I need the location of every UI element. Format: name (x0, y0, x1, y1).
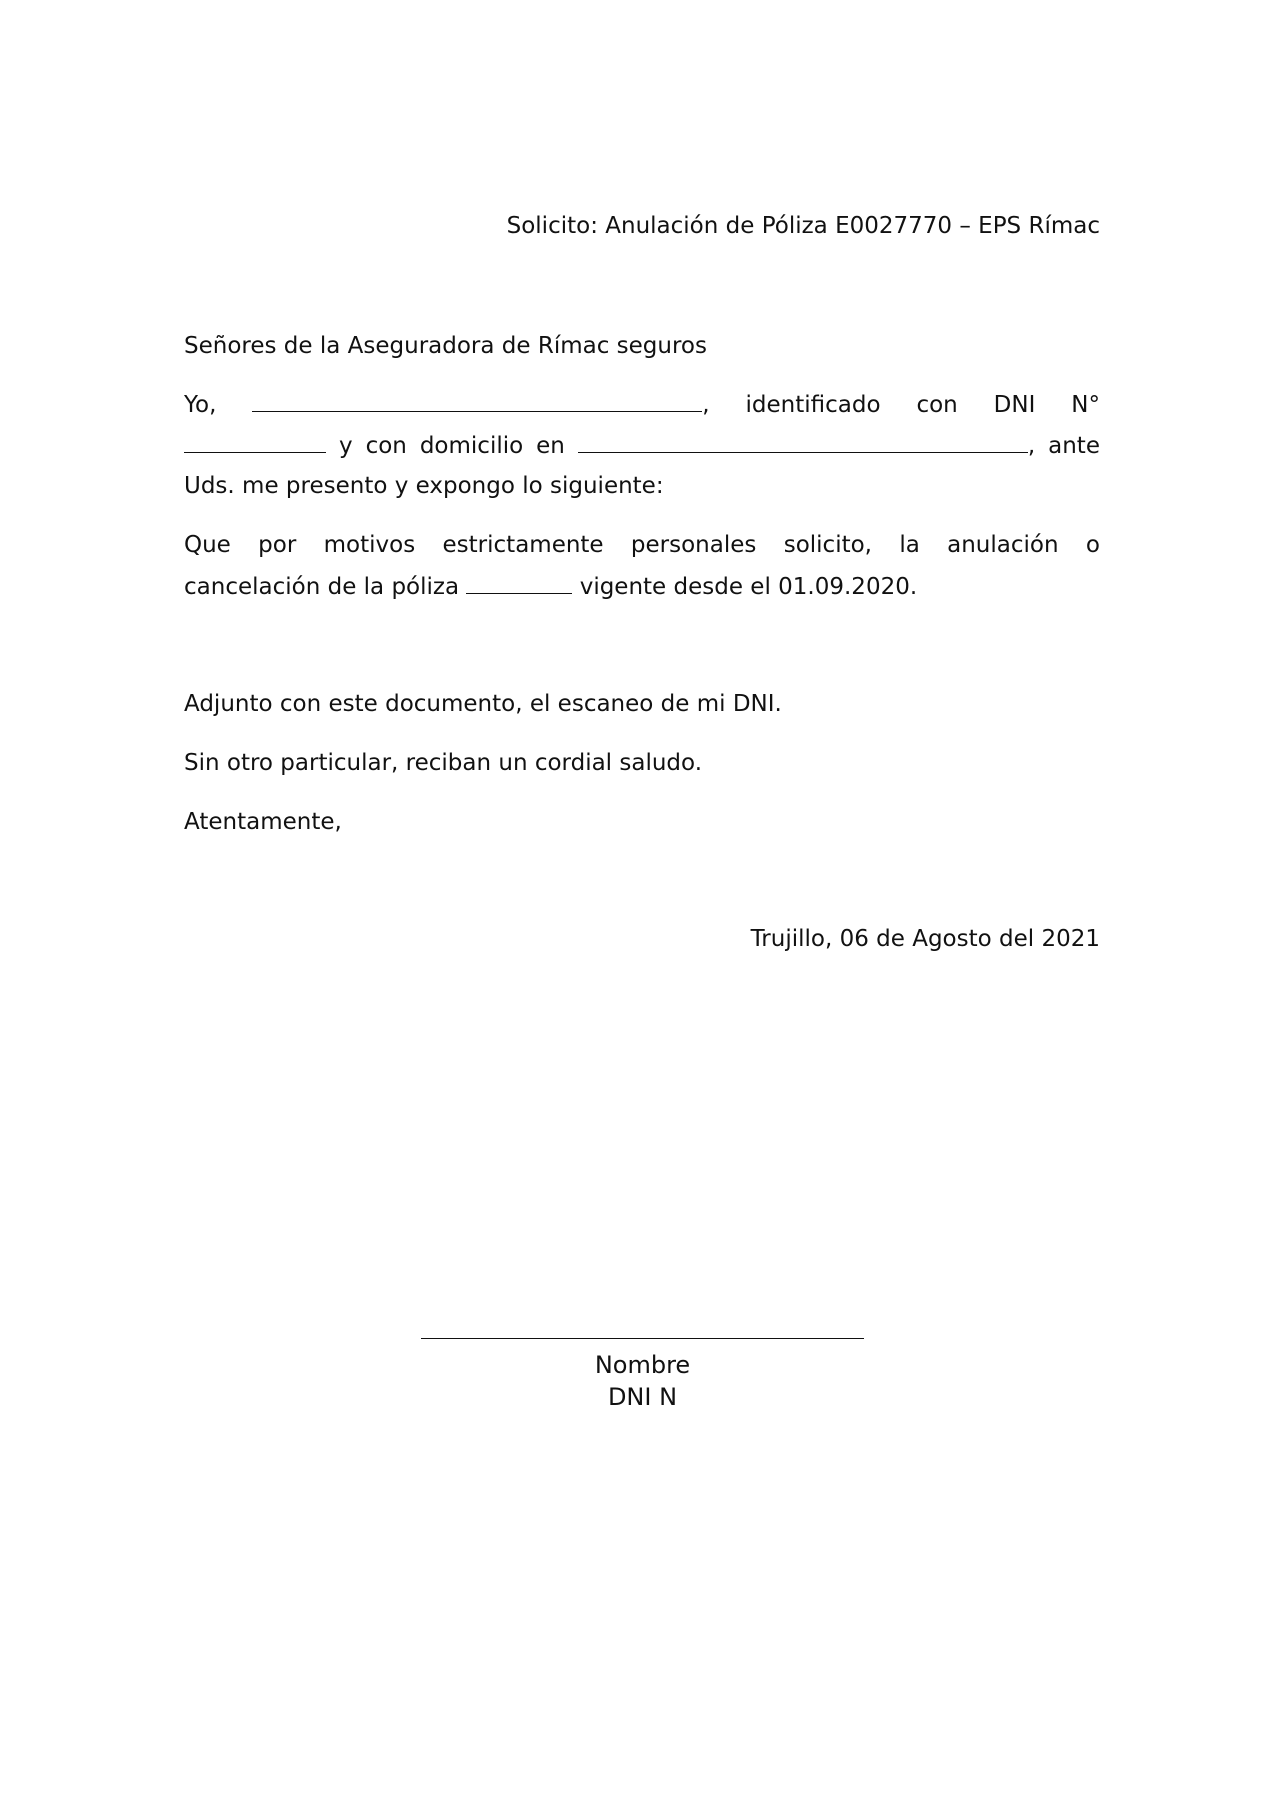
paragraph-2-line-2 (184, 571, 1100, 602)
name-blank (252, 389, 702, 412)
policy-blank (466, 571, 572, 594)
signature-line (421, 1338, 864, 1339)
word: identificado (745, 392, 881, 418)
word: Que (184, 532, 231, 558)
signature-name-label: Nombre (594, 1351, 691, 1379)
paragraph-1-line-2 (184, 430, 1100, 461)
name-blank-group (252, 389, 709, 420)
subject-line: Solicito: Anulación de Póliza E0027770 – EPS Rímac (506, 213, 1100, 239)
address-blank (578, 430, 1028, 453)
word: por (258, 532, 297, 558)
paragraph-1-line-3: Uds. me presento y expongo lo siguiente: (184, 473, 664, 499)
word: motivos (323, 532, 416, 558)
word: anulación (947, 532, 1059, 558)
word: N° (1071, 392, 1100, 418)
word: Yo, (184, 392, 217, 418)
word: estrictamente (442, 532, 604, 558)
signature-dni-label: DNI N (607, 1383, 678, 1411)
attachment-line: Adjunto con este documento, el escaneo de mi DNI. (184, 691, 782, 717)
word: y (338, 433, 353, 459)
closing-line: Sin otro particular, reciban un cordial saludo. (184, 750, 703, 776)
comma: , (1027, 433, 1036, 459)
salutation: Señores de la Aseguradora de Rímac seguros (184, 333, 707, 359)
word: ante (1048, 433, 1100, 459)
word: o (1085, 532, 1100, 558)
paragraph-2-line-1 (184, 530, 1100, 560)
text-segment: cancelación de la póliza (184, 574, 460, 600)
word: DNI (993, 392, 1036, 418)
comma: , (702, 392, 710, 418)
address-blank-group (578, 430, 1035, 461)
dni-blank (184, 430, 326, 453)
word: personales (630, 532, 757, 558)
text-segment: vigente desde el 01.09.2020. (579, 574, 918, 600)
sign-off: Atentamente, (184, 809, 342, 835)
word: con (365, 433, 407, 459)
word: solicito, (783, 532, 872, 558)
word: domicilio (419, 433, 524, 459)
place-date: Trujillo, 06 de Agosto del 2021 (750, 926, 1100, 952)
word: en (536, 433, 565, 459)
word: la (899, 532, 920, 558)
word: con (916, 392, 958, 418)
paragraph-1-line-1 (184, 389, 1100, 420)
